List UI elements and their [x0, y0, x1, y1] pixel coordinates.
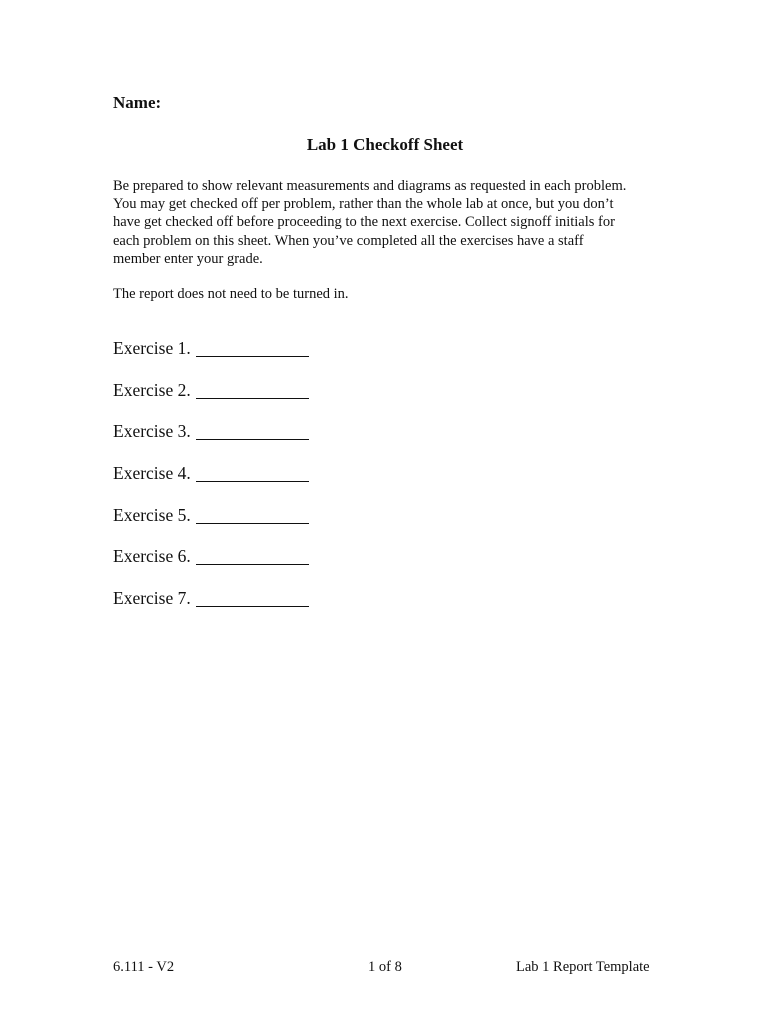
footer-doc-title: Lab 1 Report Template	[516, 959, 650, 975]
signoff-blank	[196, 338, 309, 357]
exercise-label: Exercise 1.	[113, 338, 191, 358]
footer-page-number: 1 of 8	[368, 959, 402, 975]
report-note: The report does not need to be turned in.	[113, 286, 349, 302]
instructions-line: have get checked off before proceeding to the next exercise. Collect signoff initials for	[113, 214, 615, 231]
exercise-label: Exercise 6.	[113, 546, 191, 567]
exercise-label: Exercise 4.	[113, 463, 191, 484]
signoff-blank	[196, 546, 309, 565]
exercise-item	[113, 380, 309, 422]
exercise-item	[113, 588, 309, 630]
instructions-line: You may get checked off per problem, rather than the whole lab at once, but you don’t	[113, 196, 614, 213]
exercise-list	[113, 338, 309, 630]
exercise-label: Exercise 3.	[113, 421, 191, 442]
exercise-item	[113, 338, 309, 380]
instructions-paragraph	[113, 177, 653, 268]
signoff-blank	[196, 463, 309, 482]
exercise-label: Exercise 5.	[113, 504, 191, 525]
instructions-line: member enter your grade.	[113, 250, 263, 267]
signoff-blank	[196, 380, 309, 399]
name-label: Name:	[113, 93, 162, 112]
exercise-label: Exercise 2.	[113, 379, 191, 400]
exercise-label: Exercise 7.	[113, 588, 191, 609]
footer-version: 6.111 - V2	[113, 959, 175, 975]
instructions-line: Be prepared to show relevant measurements and diagrams as requested in each problem.	[113, 178, 627, 194]
signoff-blank	[196, 505, 309, 524]
exercise-item	[113, 505, 309, 547]
signoff-blank	[196, 421, 309, 440]
exercise-item	[113, 546, 309, 588]
page-title: Lab 1 Checkoff Sheet	[306, 135, 464, 154]
signoff-blank	[196, 588, 309, 607]
exercise-item	[113, 421, 309, 463]
exercise-item	[113, 463, 309, 505]
instructions-line: each problem on this sheet. When you’ve completed all the exercises have a staff	[113, 232, 584, 249]
